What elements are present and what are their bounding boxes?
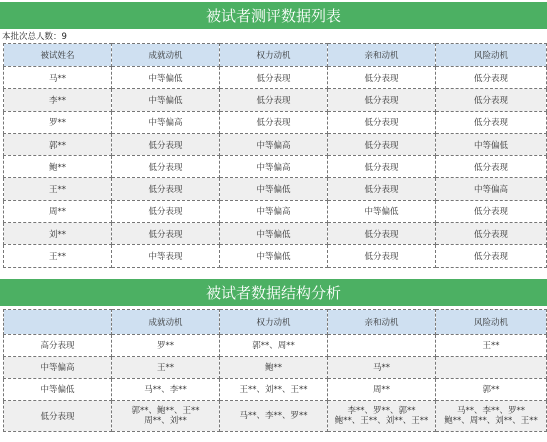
subject-list-line: 马**、李**、罗** — [456, 405, 525, 416]
column-header-risk: 风险动机 — [436, 44, 547, 67]
motive-level-cell: 低分表现 — [112, 156, 220, 178]
table-row — [4, 111, 547, 133]
subject-list-line: 鲍**、王**、刘**、王** — [334, 415, 429, 426]
motive-level-cell: 低分表现 — [436, 89, 547, 111]
motive-level-cell: 低分表现 — [436, 67, 547, 89]
motive-level-cell: 低分表现 — [328, 245, 436, 267]
motive-level-cell: 低分表现 — [112, 223, 220, 245]
table-header-row — [4, 44, 547, 67]
subject-list-cell: 王**、刘**、王** — [220, 378, 328, 400]
column-header-power: 权力动机 — [220, 44, 328, 67]
motive-level-cell: 低分表现 — [328, 156, 436, 178]
motive-level-cell: 中等偏高 — [112, 111, 220, 133]
table-row — [4, 334, 547, 356]
table-row — [4, 245, 547, 267]
subject-list-line: 郭**、鲍**、王** — [131, 405, 200, 416]
subject-list-cell — [328, 334, 436, 356]
table-row — [4, 89, 547, 111]
motive-level-cell: 低分表现 — [220, 89, 328, 111]
subject-list-line: 鲍**、周**、刘**、王** — [444, 415, 538, 426]
subject-name-cell: 鲍** — [4, 156, 112, 178]
subject-list-cell — [220, 400, 328, 431]
column-header-achievement: 成就动机 — [112, 44, 220, 67]
subject-list-cell — [328, 400, 436, 431]
motive-level-cell: 低分表现 — [112, 200, 220, 222]
motive-level-cell: 低分表现 — [436, 111, 547, 133]
motive-level-cell: 中等偏高 — [220, 156, 328, 178]
motive-level-cell: 中等偏低 — [112, 67, 220, 89]
subject-name-cell: 王** — [4, 245, 112, 267]
subject-list-line: 李**、罗**、郭** — [347, 405, 416, 416]
corner-header — [4, 309, 112, 334]
analysis-section-title: 被试者数据结构分析 — [205, 283, 341, 302]
subject-name-cell: 郭** — [4, 133, 112, 155]
motive-level-cell: 中等偏高 — [436, 178, 547, 200]
motive-level-cell: 中等偏低 — [112, 89, 220, 111]
subject-name-cell: 罗** — [4, 111, 112, 133]
subject-list-cell: 鲍** — [220, 356, 328, 378]
motive-level-cell: 中等偏低 — [220, 245, 328, 267]
subject-name-cell: 刘** — [4, 223, 112, 245]
table-row — [4, 223, 547, 245]
column-header-affiliation: 亲和动机 — [328, 309, 436, 334]
table-row — [4, 378, 547, 400]
level-label-cell: 高分表现 — [4, 334, 112, 356]
motive-level-cell: 中等偏低 — [436, 133, 547, 155]
subject-list-cell: 罗** — [112, 334, 220, 356]
motive-level-cell: 低分表现 — [436, 245, 547, 267]
subject-list-cell — [436, 356, 547, 378]
table-row — [4, 133, 547, 155]
level-label-cell: 中等偏低 — [4, 378, 112, 400]
assessment-list-table — [3, 43, 547, 268]
subject-list-cell: 周** — [328, 378, 436, 400]
motive-level-cell: 低分表现 — [328, 178, 436, 200]
table-row — [4, 200, 547, 222]
total-count-label: 本批次总人数：9 — [2, 32, 67, 42]
list-section-title: 被试者测评数据列表 — [205, 7, 341, 25]
motive-level-cell: 低分表现 — [328, 223, 436, 245]
subject-name-cell: 李** — [4, 89, 112, 111]
motive-level-cell: 中等表现 — [112, 245, 220, 267]
subject-list-line: 周**、刘** — [144, 415, 187, 426]
column-header-affiliation: 亲和动机 — [328, 44, 436, 67]
subject-name-cell: 马** — [4, 67, 112, 89]
structure-analysis-table — [3, 309, 547, 432]
table-row — [4, 156, 547, 178]
subject-list-cell — [112, 400, 220, 431]
column-header-power: 权力动机 — [220, 309, 328, 334]
motive-level-cell: 低分表现 — [436, 156, 547, 178]
table-row — [4, 178, 547, 200]
analysis-section-banner — [0, 279, 547, 306]
motive-level-cell: 低分表现 — [220, 67, 328, 89]
motive-level-cell: 中等偏高 — [220, 200, 328, 222]
subject-list-cell: 郭** — [436, 378, 547, 400]
table-row — [4, 356, 547, 378]
column-header-risk: 风险动机 — [436, 309, 547, 334]
table-header-row — [4, 309, 547, 334]
motive-level-cell: 低分表现 — [112, 133, 220, 155]
level-label-cell: 低分表现 — [4, 400, 112, 431]
subject-list-cell: 王** — [112, 356, 220, 378]
motive-level-cell: 中等偏高 — [220, 133, 328, 155]
motive-level-cell: 低分表现 — [328, 67, 436, 89]
subject-name-cell: 王** — [4, 178, 112, 200]
subject-list-cell: 郭**、周** — [220, 334, 328, 356]
motive-level-cell: 中等偏低 — [328, 200, 436, 222]
motive-level-cell: 低分表现 — [328, 133, 436, 155]
column-header-achievement: 成就动机 — [112, 309, 220, 334]
table-row — [4, 67, 547, 89]
motive-level-cell: 低分表现 — [220, 111, 328, 133]
motive-level-cell: 低分表现 — [436, 223, 547, 245]
column-header-name: 被试姓名 — [4, 44, 112, 67]
subject-list-cell — [436, 400, 547, 431]
motive-level-cell: 低分表现 — [436, 200, 547, 222]
subject-list-cell: 王** — [436, 334, 547, 356]
subject-list-cell: 马** — [328, 356, 436, 378]
motive-level-cell: 中等偏低 — [220, 178, 328, 200]
motive-level-cell: 中等偏低 — [220, 223, 328, 245]
motive-level-cell: 低分表现 — [112, 178, 220, 200]
subject-list-cell: 马**、李** — [112, 378, 220, 400]
subject-list-line: 马**、李**、罗** — [239, 410, 308, 421]
list-section-banner — [0, 2, 547, 29]
motive-level-cell: 低分表现 — [328, 89, 436, 111]
level-label-cell: 中等偏高 — [4, 356, 112, 378]
table-row — [4, 400, 547, 431]
motive-level-cell: 低分表现 — [328, 111, 436, 133]
subject-name-cell: 周** — [4, 200, 112, 222]
